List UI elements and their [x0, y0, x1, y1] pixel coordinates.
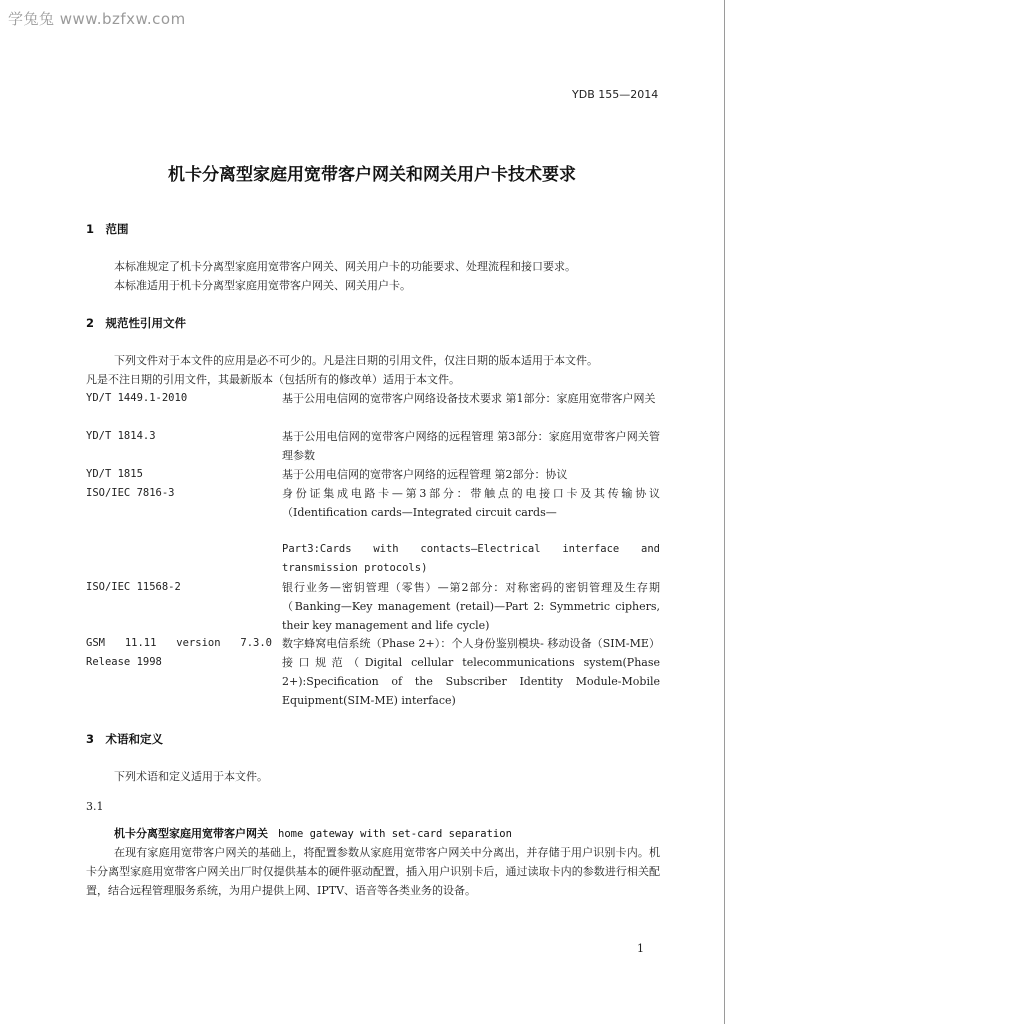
ref-code: YD/T 1815 — [86, 468, 143, 480]
ref-code: ISO/IEC 11568-2 — [86, 581, 181, 593]
ref-text: 基于公用电信网的宽带客户网络的远程管理 第2部分：协议 — [282, 468, 568, 481]
ref-code: ISO/IEC 7816-3 — [86, 487, 175, 499]
standard-number: YDB 155—2014 — [572, 88, 659, 101]
section-1-para-2: 本标准适用于机卡分离型家庭用宽带客户网关、网关用户卡。 — [114, 279, 411, 292]
ref-code: YD/T 1449.1-2010 — [86, 392, 188, 404]
ref-code: YD/T 1814.3 — [86, 430, 156, 442]
watermark-text: 学兔兔 www.bzfxw.com — [8, 10, 186, 28]
section-2-intro-line-2: 凡是不注日期的引用文件，其最新版本（包括所有的修改单）适用于本文件。 — [86, 373, 460, 386]
ref-text: 基于公用电信网的宽带客户网络的远程管理 第3部分：家庭用宽带客户网关管理参数 — [282, 430, 660, 462]
section-3-heading: 3 术语和定义 — [86, 732, 164, 746]
section-2-intro-line-1: 下列文件对于本文件的应用是必不可少的。凡是注日期的引用文件，仅注日期的版本适用于本文件。 — [114, 354, 598, 367]
section-3-intro: 下列术语和定义适用于本文件。 — [114, 770, 268, 783]
ref-text-continuation: Part3:Cards with contacts—Electrical interface and transmission protocols) — [282, 543, 660, 574]
ref-code: GSM 11.11 version 7.3.0 Release 1998 — [86, 637, 272, 668]
section-2-heading: 2 规范性引用文件 — [86, 316, 187, 330]
section-1-heading: 1 范围 — [86, 222, 129, 236]
ref-text: 身份证集成电路卡—第3部分：带触点的电接口卡及其传输协议（Identification cards—Integrated circuit cards— — [282, 487, 660, 519]
ref-text: 基于公用电信网的宽带客户网络设备技术要求 第1部分：家庭用宽带客户网关 — [282, 392, 656, 405]
ref-text: 银行业务—密钥管理（零售）—第2部分：对称密码的密钥管理及生存期（Banking—Key management (retail)—Part 2: Symmetric ciphers, their key management and life cycle) — [282, 581, 660, 632]
ref-text: 数字蜂窝电信系统（Phase 2+）：个人身份鉴别模块- 移动设备（SIM-ME）接口规范（Digital cellular telecommunications system(Phase 2+):Specification of the Subscriber Identity Module-Mobile Equipment(SIM-ME) interface) — [282, 637, 660, 707]
term-entry — [114, 825, 512, 841]
section-1-para-1: 本标准规定了机卡分离型家庭用宽带客户网关、网关用户卡的功能要求、处理流程和接口要求。 — [114, 260, 576, 273]
term-definition: 在现有家庭用宽带客户网关的基础上，将配置参数从家庭用宽带客户网关中分离出，并存储于用户识别卡内。机卡分离型家庭用宽带客户网关出厂时仅提供基本的硬件驱动配置，插入用户识别卡后，通过读取卡内的参数进行相关配置，结合远程管理服务系统，为用户提供上网、IPTV、语音等各类业务的设备。 — [86, 846, 660, 897]
term-chinese: 机卡分离型家庭用宽带客户网关 — [114, 827, 268, 840]
subsection-number: 3.1 — [86, 800, 104, 813]
page-number: 1 — [637, 942, 644, 955]
document-title: 机卡分离型家庭用宽带客户网关和网关用户卡技术要求 — [168, 165, 576, 185]
blank-viewer-area — [725, 0, 1024, 1024]
term-english: home gateway with set-card separation — [278, 828, 512, 840]
